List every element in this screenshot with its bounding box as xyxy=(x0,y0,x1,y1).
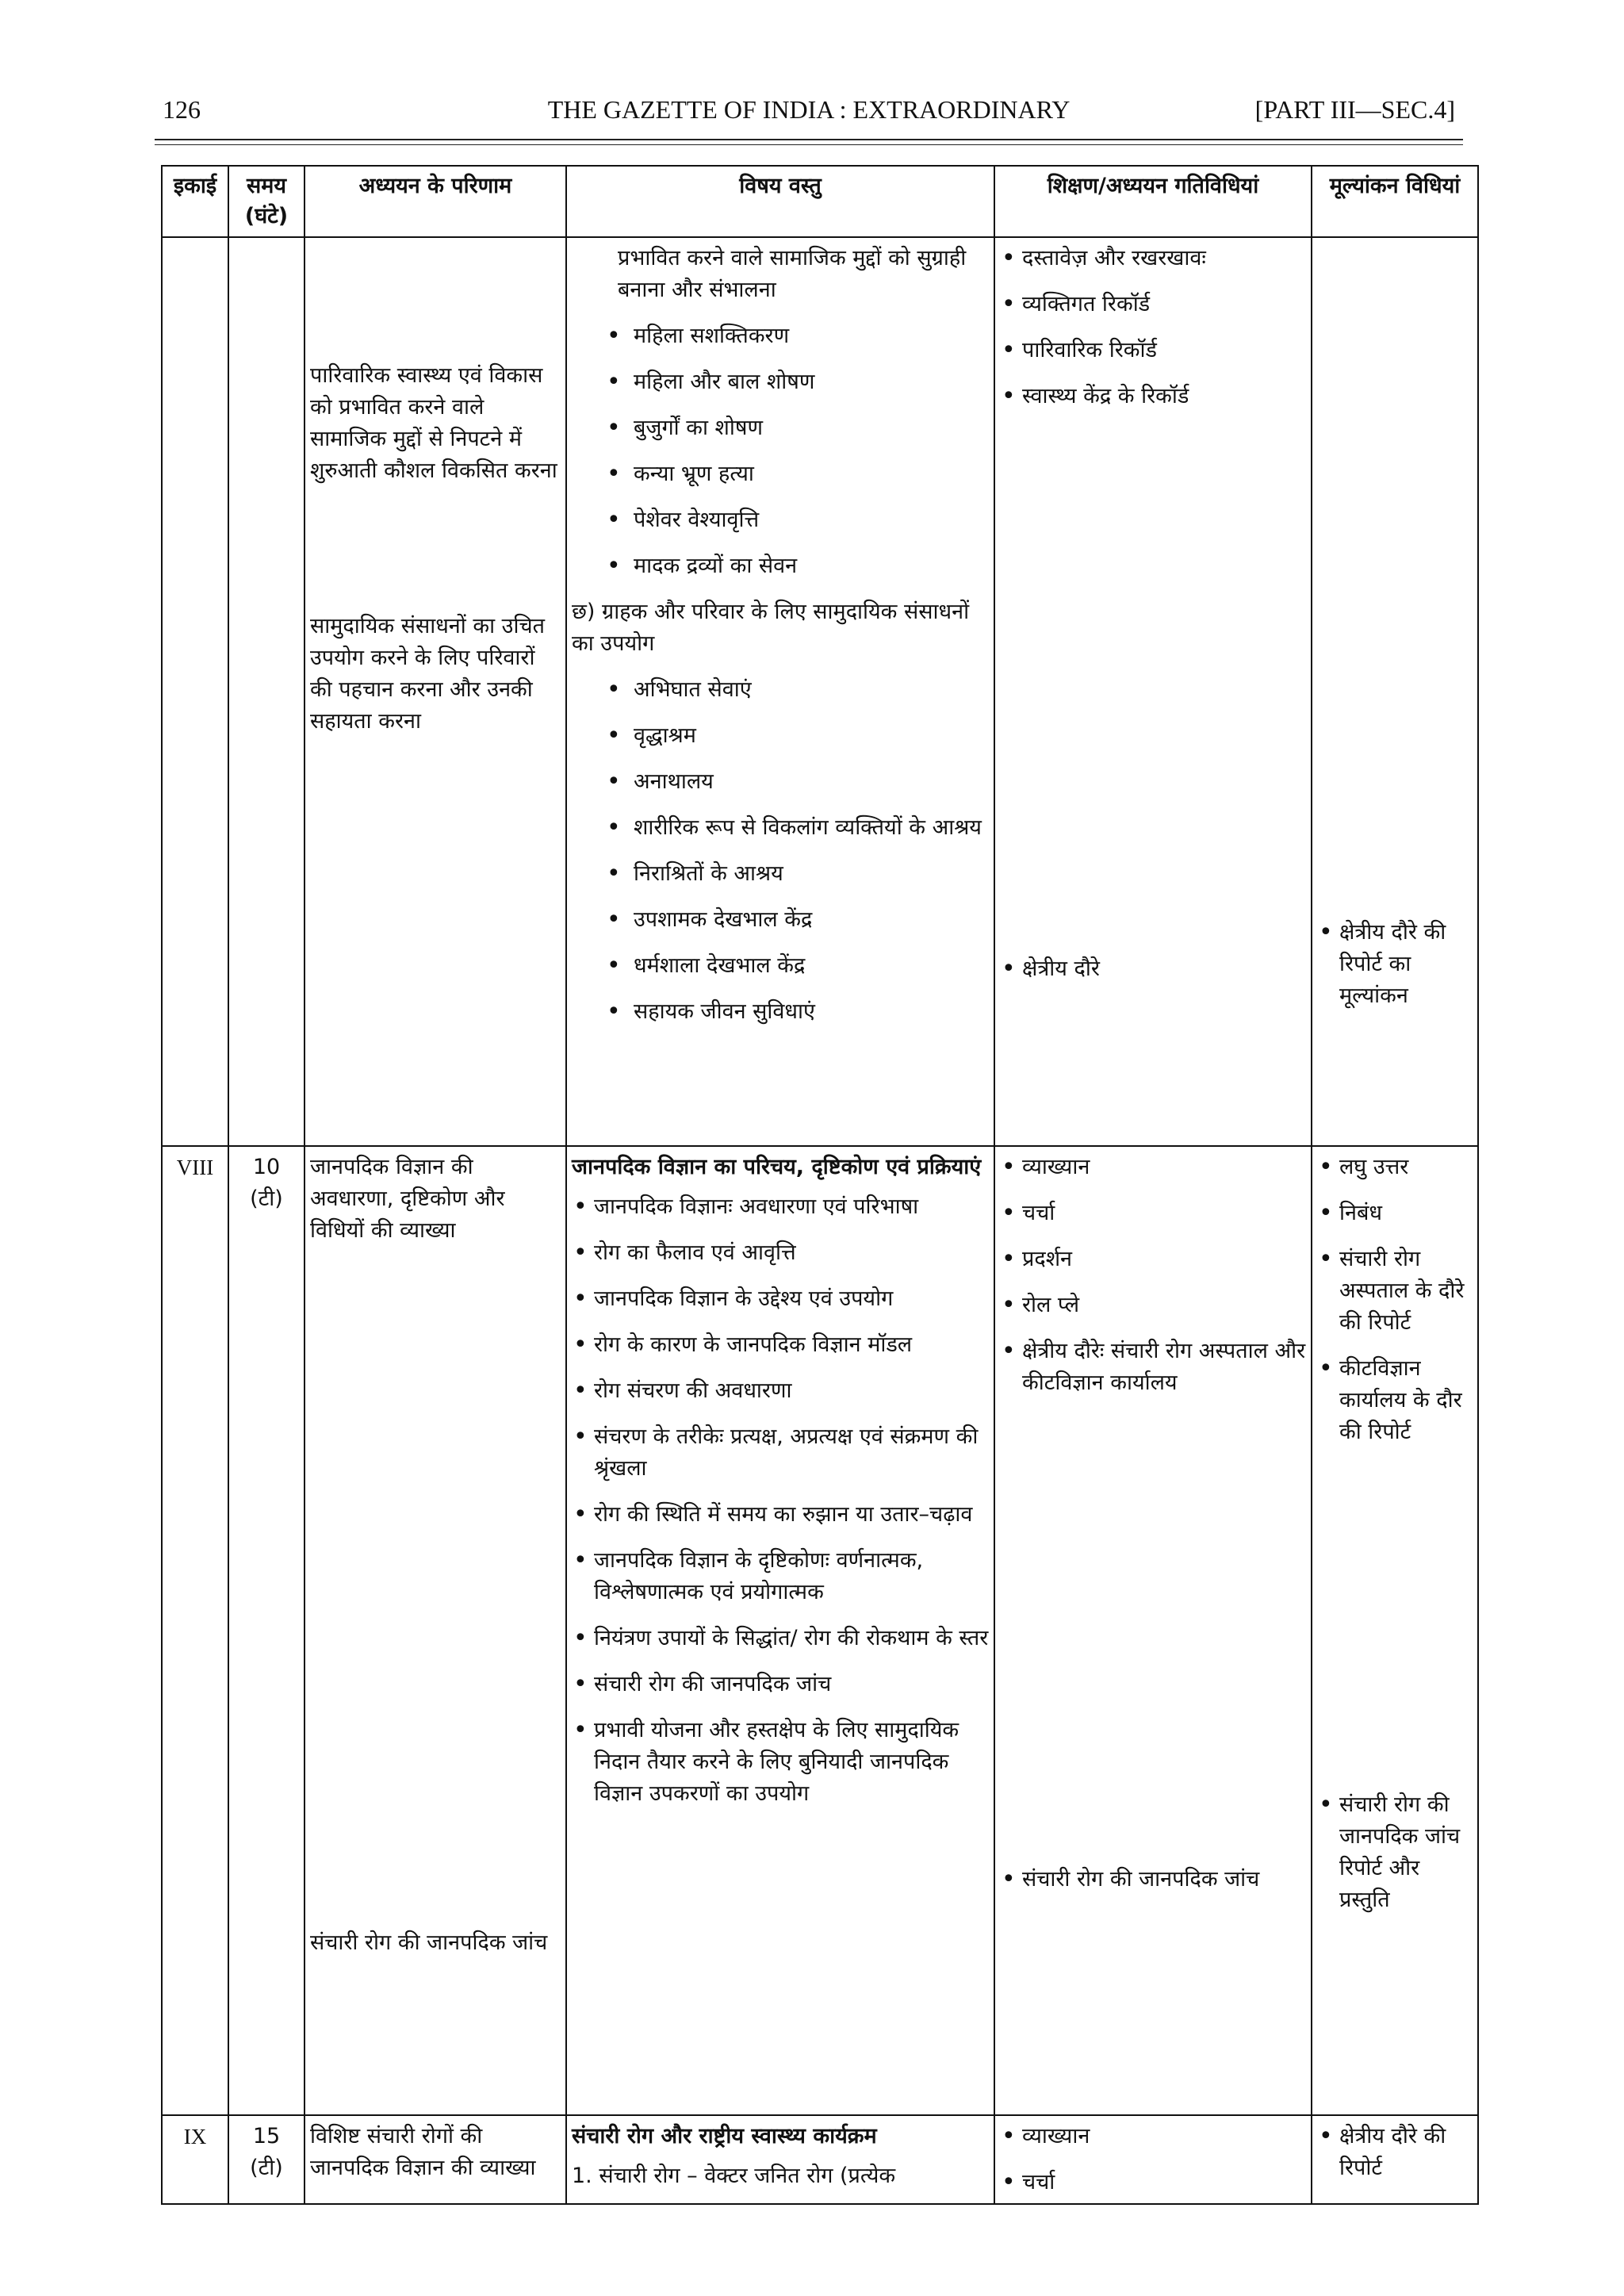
table-row xyxy=(162,2115,1478,2204)
list-item: • संचारी रोग की जानपदिक जांच रिपोर्ट और प्रस्तुति xyxy=(1339,1789,1473,1916)
list-item: • प्रदर्शन xyxy=(1022,1244,1306,1275)
list-item: • क्षेत्रीय दौरेः संचारी रोग अस्पताल और कीटविज्ञान कार्यालय xyxy=(1022,1336,1306,1399)
list-item: • कीटविज्ञान कार्यालय के दौर की रिपोर्ट xyxy=(1339,1353,1473,1448)
content-list xyxy=(572,674,989,1028)
activities-cell xyxy=(994,1146,1312,2115)
outcome-text: पारिवारिक स्वास्थ्य एवं विकास को प्रभावित करने वाले सामाजिक मुद्दों से निपटने में शुरुआती कौशल विकसित करना xyxy=(310,363,557,483)
curriculum-table xyxy=(161,165,1479,2205)
outcome-text: जानपदिक विज्ञान की अवधारणा, दृष्टिकोण और विधियों की व्याख्या xyxy=(310,1155,505,1243)
header-rule xyxy=(155,139,1463,140)
evaluation-list xyxy=(1317,917,1473,1012)
content-intro: प्रभावित करने वाले सामाजिक मुद्दों को सुग्राही बनाना और संभालना xyxy=(618,246,967,302)
list-item: • संचारी रोग की जानपदिक जांच xyxy=(1022,1864,1306,1895)
outcomes-cell xyxy=(304,1146,566,2115)
evaluation-list xyxy=(1317,2121,1473,2184)
list-item: • वृद्धाश्रम xyxy=(634,720,989,752)
list-item: • जानपदिक विज्ञानः अवधारणा एवं परिभाषा xyxy=(594,1191,989,1223)
content-cell xyxy=(566,1146,994,2115)
list-item: • संचरण के तरीकेः प्रत्यक्ष, अप्रत्यक्ष एवं संक्रमण की श्रृंखला xyxy=(594,1421,989,1485)
table-row xyxy=(162,237,1478,1146)
list-item: • चर्चा xyxy=(1022,2167,1306,2198)
list-item: • क्षेत्रीय दौरे की रिपोर्ट का मूल्यांकन xyxy=(1339,917,1473,1012)
list-item: • चर्चा xyxy=(1022,1198,1306,1229)
list-item: • शारीरिक रूप से विकलांग व्यक्तियों के आश्रय xyxy=(634,812,989,844)
activities-list xyxy=(1000,953,1306,985)
list-item: • निबंध xyxy=(1339,1198,1473,1229)
list-item: • रोग का फैलाव एवं आवृत्ति xyxy=(594,1237,989,1269)
col-content: विषय वस्तु xyxy=(566,166,994,237)
col-activities: शिक्षण/अध्ययन गतिविधियां xyxy=(994,166,1312,237)
outcomes-cell xyxy=(304,237,566,1146)
list-item: • मादक द्रव्यों का सेवन xyxy=(634,550,989,582)
list-item: • अनाथालय xyxy=(634,766,989,798)
evaluation-list xyxy=(1317,1152,1473,1448)
page-number: 126 xyxy=(163,95,201,124)
list-item: • पारिवारिक रिकॉर्ड xyxy=(1022,335,1306,366)
list-item: • स्वास्थ्य केंद्र के रिकॉर्ड xyxy=(1022,381,1306,412)
col-time: समय (घंटे) xyxy=(228,166,304,237)
list-item: • महिला सशक्तिकरण xyxy=(634,320,989,352)
content-heading: संचारी रोग और राष्ट्रीय स्वास्थ्य कार्यक्रम xyxy=(572,2124,877,2148)
part-section: [PART III—SEC.4] xyxy=(1254,95,1455,124)
activities-list xyxy=(1000,1152,1306,1399)
content-list xyxy=(572,320,989,582)
list-item: • दस्तावेज़ और रखरखावः xyxy=(1022,243,1306,274)
list-item: • जानपदिक विज्ञान के उद्देश्य एवं उपयोग xyxy=(594,1283,989,1315)
col-evaluation: मूल्यांकन विधियां xyxy=(1312,166,1478,237)
list-item: • बुजुर्गों का शोषण xyxy=(634,412,989,444)
outcome-text: संचारी रोग की जानपदिक जांच xyxy=(310,1930,548,1955)
list-item: • क्षेत्रीय दौरे xyxy=(1022,953,1306,985)
activities-list xyxy=(1000,2121,1306,2198)
list-item: • रोल प्ले xyxy=(1022,1290,1306,1321)
list-item: • अभिघात सेवाएं xyxy=(634,674,989,706)
list-item: • रोग के कारण के जानपदिक विज्ञान मॉडल xyxy=(594,1329,989,1361)
col-unit: इकाई xyxy=(162,166,228,237)
list-item: • रोग संचरण की अवधारणा xyxy=(594,1375,989,1407)
list-item: • प्रभावी योजना और हस्तक्षेप के लिए सामुदायिक निदान तैयार करने के लिए बुनियादी जानपदिक विज्ञान उपकरणों का उपयोग xyxy=(594,1715,989,1810)
activities-list xyxy=(1000,243,1306,412)
list-item: • व्याख्यान xyxy=(1022,1152,1306,1183)
table-header-row xyxy=(162,166,1478,237)
page-header xyxy=(163,95,1455,135)
evaluation-list xyxy=(1317,1789,1473,1916)
outcomes-cell xyxy=(304,2115,566,2204)
list-item: • रोग की स्थिति में समय का रुझान या उतार–चढ़ाव xyxy=(594,1499,989,1531)
evaluation-cell xyxy=(1312,1146,1478,2115)
list-item: • संचारी रोग अस्पताल के दौरे की रिपोर्ट xyxy=(1339,1244,1473,1339)
list-item: • सहायक जीवन सुविधाएं xyxy=(634,996,989,1028)
gazette-title: THE GAZETTE OF INDIA : EXTRAORDINARY xyxy=(547,95,1071,124)
list-item: • नियंत्रण उपायों के सिद्धांत/ रोग की रोकथाम के स्तर xyxy=(594,1623,989,1654)
unit-cell xyxy=(162,237,228,1146)
evaluation-cell xyxy=(1312,237,1478,1146)
time-cell: 15 (टी) xyxy=(228,2115,304,2204)
activities-cell xyxy=(994,237,1312,1146)
list-item: • धर्मशाला देखभाल केंद्र xyxy=(634,950,989,982)
outcome-text: विशिष्ट संचारी रोगों की जानपदिक विज्ञान की व्याख्या xyxy=(310,2124,536,2180)
content-heading: जानपदिक विज्ञान का परिचय, दृष्टिकोण एवं प्रक्रियाएं xyxy=(572,1155,982,1179)
list-item: • व्यक्तिगत रिकॉर्ड xyxy=(1022,289,1306,320)
content-cell xyxy=(566,2115,994,2204)
activities-list xyxy=(1000,1864,1306,1895)
list-item: • व्याख्यान xyxy=(1022,2121,1306,2152)
list-item: • उपशामक देखभाल केंद्र xyxy=(634,904,989,936)
list-item: • क्षेत्रीय दौरे की रिपोर्ट xyxy=(1339,2121,1473,2184)
activities-cell xyxy=(994,2115,1312,2204)
list-item: • निराश्रितों के आश्रय xyxy=(634,858,989,890)
time-cell: 10 (टी) xyxy=(228,1146,304,2115)
header-rule-thin xyxy=(155,144,1463,145)
list-item: • जानपदिक विज्ञान के दृष्टिकोणः वर्णनात्मक, विश्लेषणात्मक एवं प्रयोगात्मक xyxy=(594,1545,989,1608)
list-item: • लघु उत्तर xyxy=(1339,1152,1473,1183)
content-section: छ) ग्राहक और परिवार के लिए सामुदायिक संसाधनों का उपयोग xyxy=(572,600,970,656)
outcome-text: सामुदायिक संसाधनों का उचित उपयोग करने के लिए परिवारों की पहचान करना और उनकी सहायता करना xyxy=(310,614,545,734)
unit-cell: IX xyxy=(162,2115,228,2204)
col-outcomes: अध्ययन के परिणाम xyxy=(304,166,566,237)
table-row xyxy=(162,1146,1478,2115)
list-item: • पेशेवर वेश्यावृत्ति xyxy=(634,504,989,536)
evaluation-cell xyxy=(1312,2115,1478,2204)
list-item: • संचारी रोग की जानपदिक जांच xyxy=(594,1669,989,1700)
content-cell xyxy=(566,237,994,1146)
list-item: • कन्या भ्रूण हत्या xyxy=(634,458,989,490)
unit-cell: VIII xyxy=(162,1146,228,2115)
list-item: • महिला और बाल शोषण xyxy=(634,366,989,398)
content-line: 1. संचारी रोग – वेक्टर जनित रोग (प्रत्येक xyxy=(572,2164,896,2188)
content-list xyxy=(572,1191,989,1810)
time-cell xyxy=(228,237,304,1146)
